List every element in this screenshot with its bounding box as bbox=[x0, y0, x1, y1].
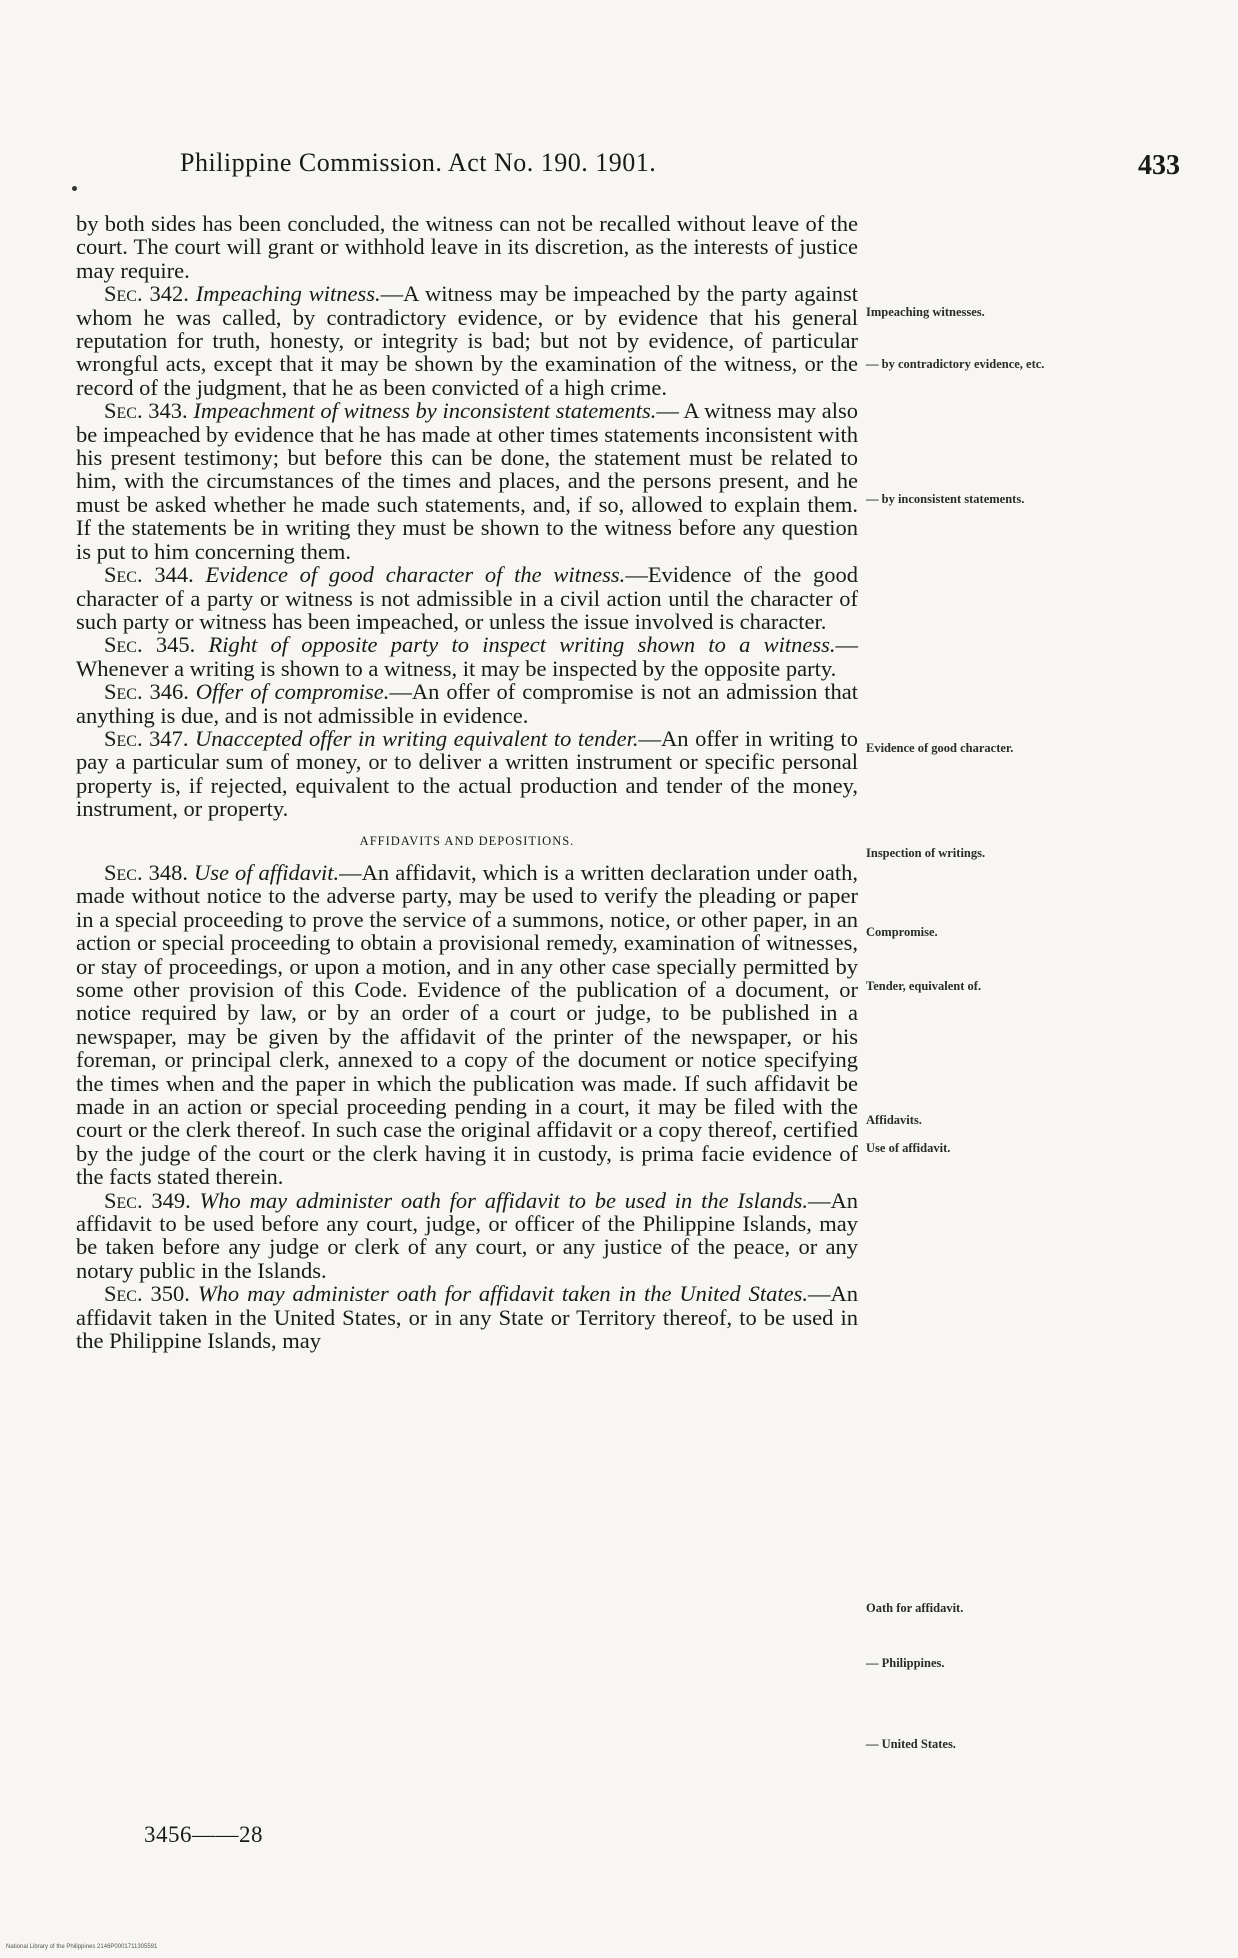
section-label: Sec. 342. bbox=[104, 281, 189, 307]
signature-mark: 3456——28 bbox=[144, 1822, 263, 1847]
section-label: Sec. 345. bbox=[104, 632, 196, 658]
margin-note-tender: Tender, equivalent of. bbox=[866, 979, 982, 993]
section-title: Use of affidavit. bbox=[194, 859, 340, 885]
margin-note-use-of-affidavit: Use of affidavit. bbox=[866, 1141, 951, 1155]
paragraph-continuation: by both sides has been concluded, the witness can not be recalled without leave of the court. The court will grant or withhold leave in its discretion, as the interests of justice may require. bbox=[76, 211, 858, 283]
margin-note-affidavits: Affidavits. bbox=[866, 1113, 922, 1127]
margin-note-inspection: Inspection of writings. bbox=[866, 846, 986, 860]
margin-note-by-inconsistent: — by inconsistent statements. bbox=[866, 492, 1025, 506]
margin-note-good-character: Evidence of good character. bbox=[866, 741, 1014, 755]
section-text: —An affidavit to be used before any court, judge, or officer of the Philippine Islands, may be taken before any judge or clerk of any court, or any justice of the peace, or any notary public in the Islands. bbox=[76, 1187, 858, 1283]
margin-note-oath-for-affidavit: Oath for affidavit. bbox=[866, 1601, 964, 1615]
section-text: —Whenever a writing is shown to a witness, it may be inspected by the opposite party. bbox=[76, 632, 859, 681]
section-349 bbox=[76, 1189, 858, 1283]
section-title: Impeaching witness. bbox=[195, 281, 381, 307]
section-label: Sec. 349. bbox=[104, 1187, 191, 1213]
archive-watermark-line: National Library of the Philippines 2146P0001711305591 bbox=[6, 1944, 158, 1950]
running-head: Philippine Commission. Act No. 190. 1901. bbox=[180, 148, 657, 177]
section-title: Offer of compromise. bbox=[195, 679, 390, 705]
section-343 bbox=[76, 399, 858, 563]
section-344 bbox=[76, 563, 858, 633]
section-label: Sec. 350. bbox=[104, 1281, 190, 1307]
print-speck bbox=[72, 186, 77, 191]
margin-note-impeaching-witnesses: Impeaching witnesses. bbox=[866, 305, 985, 319]
section-title: Who may administer oath for affidavit to be used in the Islands. bbox=[199, 1187, 808, 1213]
section-347 bbox=[76, 727, 858, 821]
section-345 bbox=[76, 633, 858, 680]
section-text: —An offer of compromise is not an admission that anything is due, and is not admissible in evidence. bbox=[76, 679, 858, 728]
section-342 bbox=[76, 282, 858, 399]
margin-note-philippines: — Philippines. bbox=[866, 1656, 945, 1670]
section-label: Sec. 348. bbox=[104, 859, 188, 885]
section-text: —An offer in writing to pay a particular sum of money, or to deliver a written instrument or specific personal property is, if rejected, equivalent to the actual production and tender of the money, instrument, or property. bbox=[76, 725, 858, 822]
page-header bbox=[180, 148, 1180, 188]
section-label: Sec. 346. bbox=[104, 679, 189, 705]
section-title: Evidence of good character of the witness. bbox=[205, 562, 626, 588]
section-348 bbox=[76, 861, 858, 1189]
section-heading-affidavits: AFFIDAVITS AND DEPOSITIONS. bbox=[359, 833, 575, 848]
section-text: —An affidavit, which is a written declaration under oath, made without notice to the adverse party, may be used to verify the pleading or paper in a special proceeding to prove the service of a summons, notice, or other paper, in an action or special proceeding to obtain a provisional remedy, examination of witnesses, or stay of proceedings, or upon a motion, and in any other case specially permitted by some other provision of this Code. Evidence of the publication of a document, or notice required by law, or by an order of a court or judge, to be published in a newspaper, may be given by the affidavit of the printer of the newspaper, or his foreman, or principal clerk, annexed to a copy of the document or notice specifying the times when and the paper in which the publication was made. If such affidavit be made in an action or special proceeding pending in a court, it may be filed with the court or the clerk thereof. In such case the original affidavit or a copy thereof, certified by the judge of the court or the clerk having it in custody, is prima facie evidence of the facts stated therein. bbox=[76, 859, 858, 1190]
section-title: Right of opposite party to inspect writing shown to a witness. bbox=[208, 632, 836, 658]
section-title: Who may administer oath for affidavit taken in the United States. bbox=[197, 1281, 808, 1307]
section-label: Sec. 343. bbox=[104, 398, 188, 424]
section-350 bbox=[76, 1282, 858, 1352]
section-text: — A witness may also be impeached by evidence that he has made at other times statements inconsistent with his present testimony; but before this can be done, the statement must be related to him, with the circumstances of the times and places, and the persons present, and he must be asked whether he made such statements, and, if so, allowed to explain them. If the statements be in writing they must be shown to the witness before any question is put to him concerning them. bbox=[76, 398, 859, 564]
margin-note-by-contradictory: — by contradictory evidence, etc. bbox=[866, 357, 1045, 371]
section-text: —Evidence of the good character of a party or witness is not admissible in a civil action until the character of such party or witness has been impeached, or unless the issue involved is character. bbox=[76, 562, 859, 634]
section-text: —A witness may be impeached by the party against whom he was called, by contradictory evidence, or by evidence that his general reputation for truth, honesty, or integrity is bad; but not by evidence, of particular wrongful acts, except that it may be shown by the examination of the witness, or the record of the judgment, that he as been convicted of a high crime. bbox=[76, 281, 858, 400]
section-title: Unaccepted offer in writing equivalent to tender. bbox=[195, 725, 639, 751]
section-text: —An affidavit taken in the United States, or in any State or Territory thereof, to be used in the Philippine Islands, may bbox=[76, 1281, 858, 1354]
section-label: Sec. 344. bbox=[104, 562, 194, 588]
section-title: Impeachment of witness by inconsistent statements. bbox=[193, 398, 657, 424]
margin-note-compromise: Compromise. bbox=[866, 925, 938, 939]
body-text bbox=[76, 212, 858, 1353]
page-number: 433 bbox=[1138, 150, 1180, 181]
margin-note-united-states: — United States. bbox=[866, 1737, 956, 1751]
section-label: Sec. 347. bbox=[104, 725, 189, 751]
section-346 bbox=[76, 680, 858, 727]
